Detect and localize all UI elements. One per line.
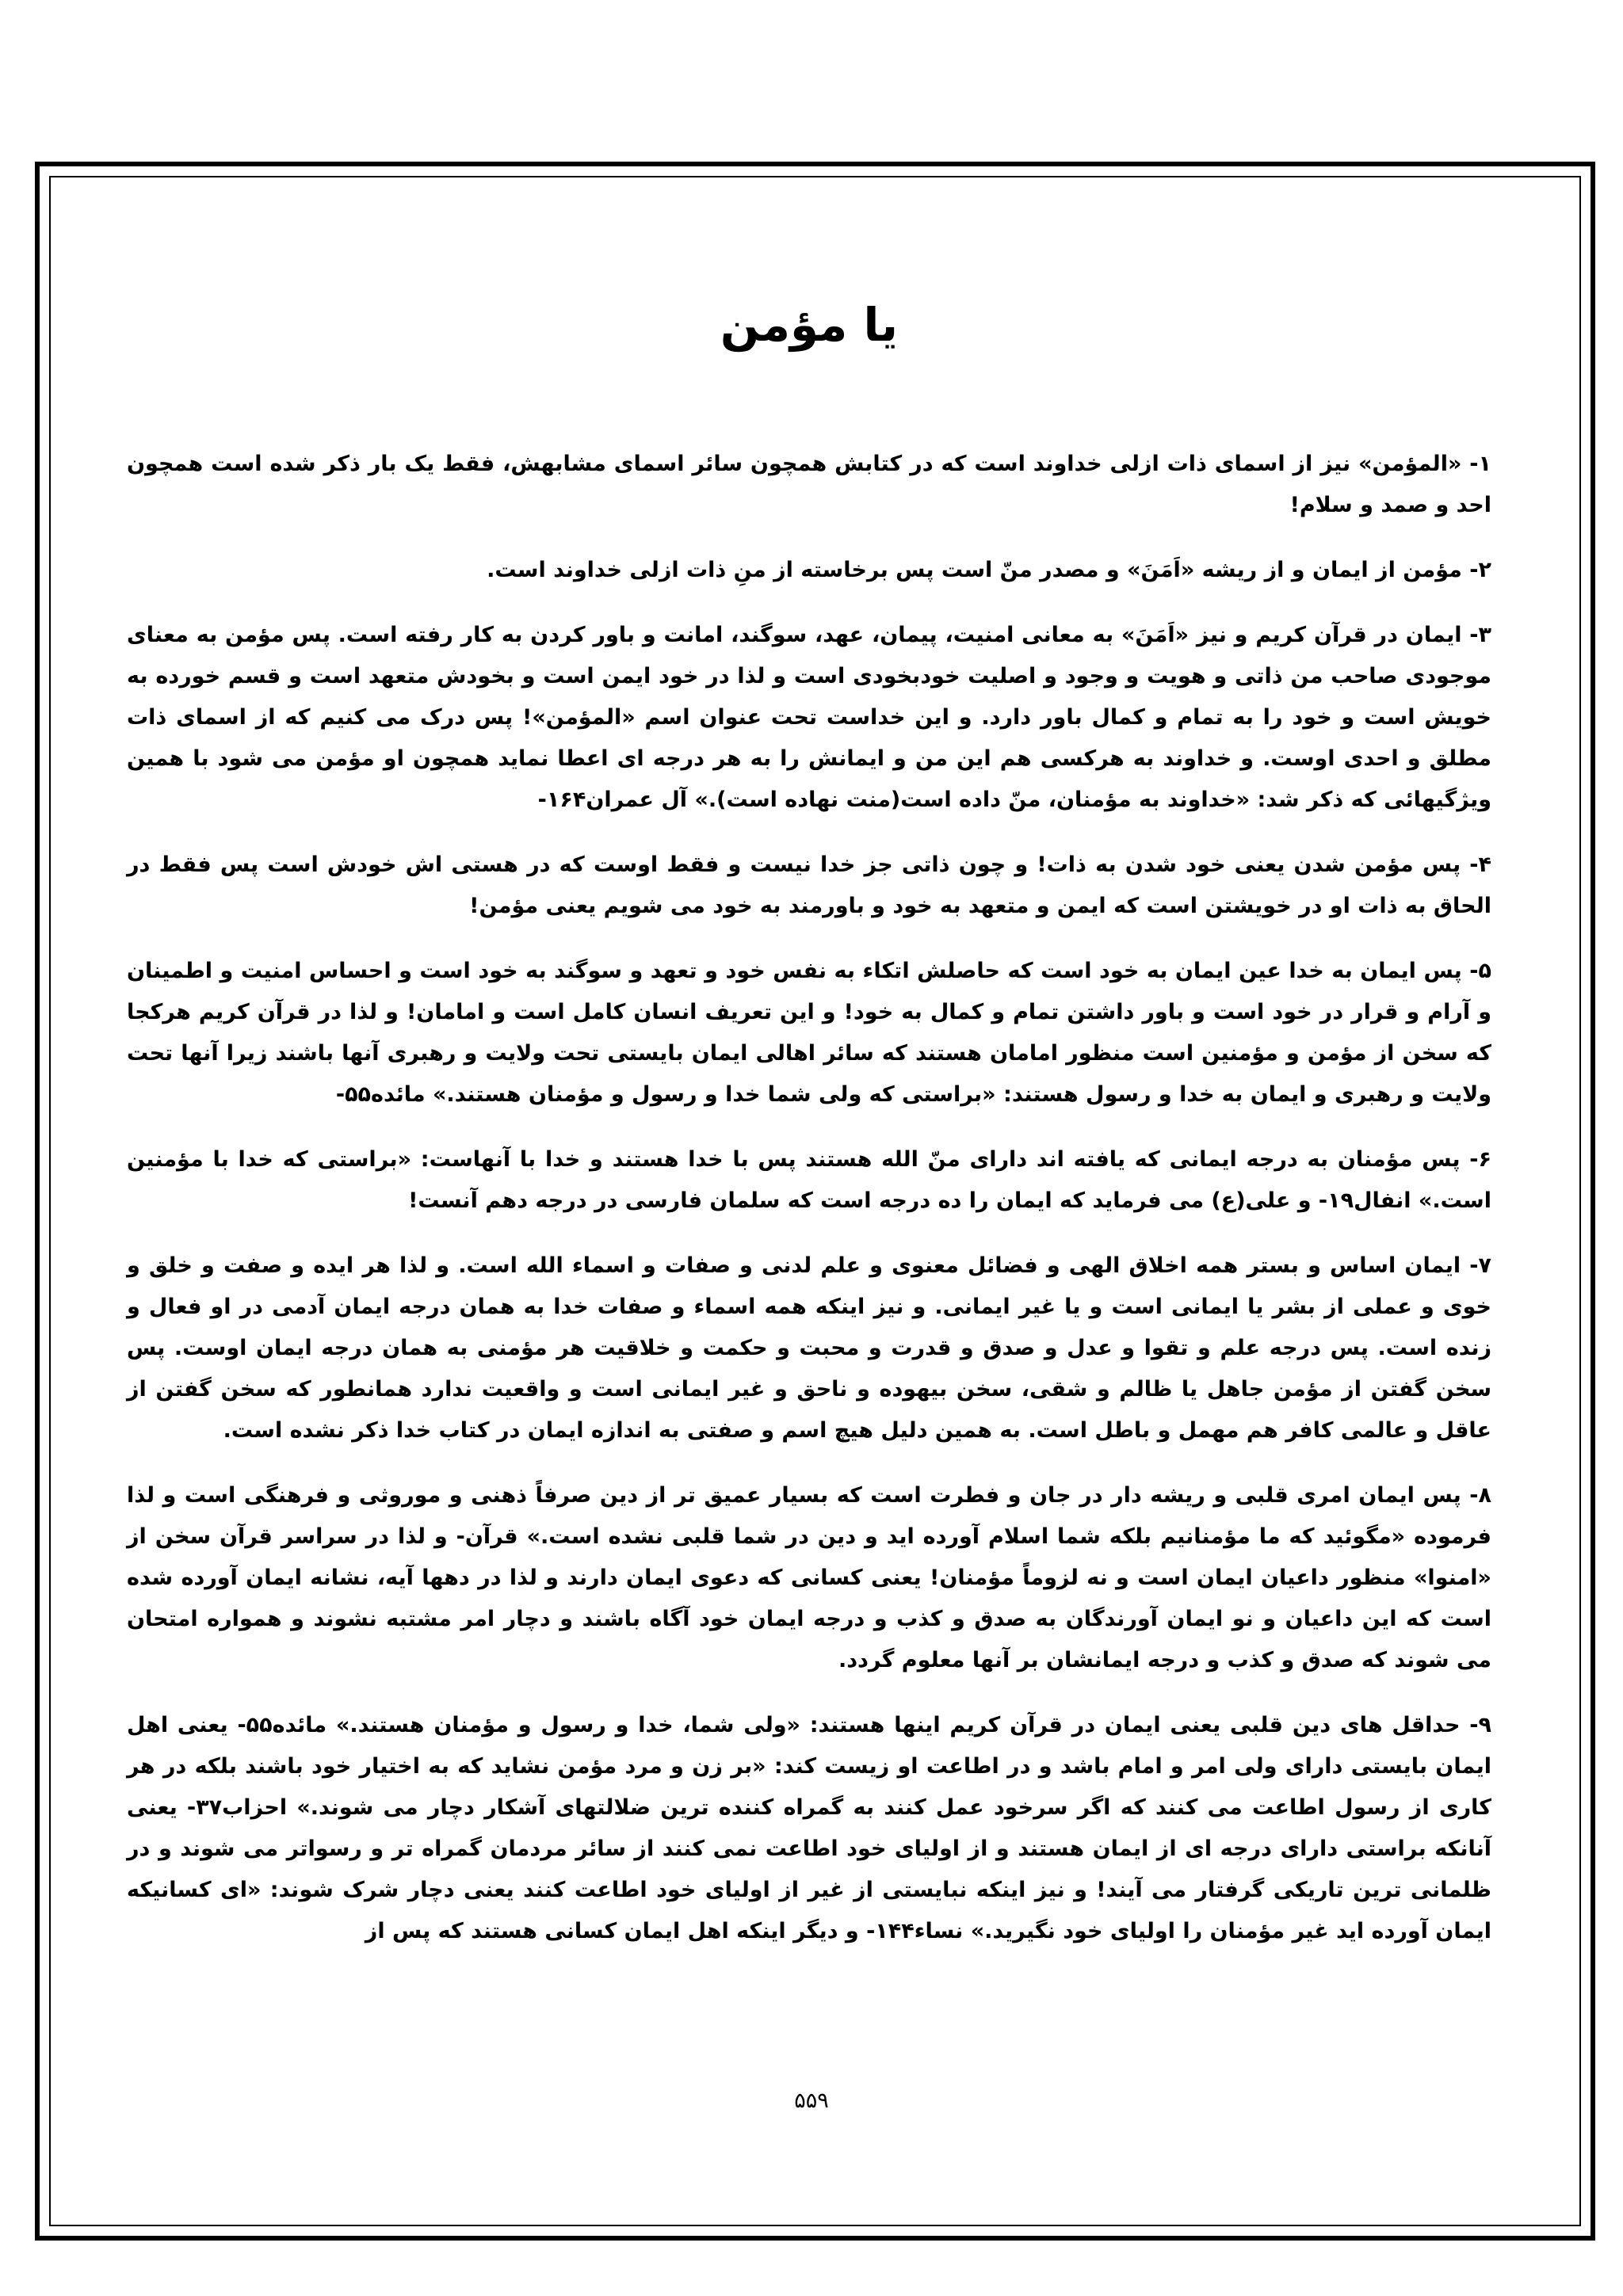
- paragraph-6: ۶- پس مؤمنان به درجه ایمانی که یافته اند دارای منّ الله هستند پس با خدا هستند و خدا با آنهاست: «براستی که خدا با مؤمنین است.» انفال۱۹- و علی(ع) می فرماید که ایمان را ده درجه است که سلمان فارسی در درجه دهم آنست!: [127, 1147, 1491, 1213]
- paragraph-5: ۵- پس ایمان به خدا عین ایمان به خود است که حاصلش اتکاء به نفس خود و تعهد و سوگند به خود است و احساس امنیت و اطمینان و آرام و قرار در خود است و باور داشتن تمام و کمال به خود! و این تعریف انسان کامل است و امامان! و لذا در قرآن کریم هرکجا که سخن از مؤمن و مؤمنین است منظور امامان هستند که سائر اهالی ایمان بایستی تحت ولایت و رهبری آنها باشند زیرا آنها تحت ولایت و رهبری و ایمان به خدا و رسول هستند: «براستی که ولی شما خدا و رسول و مؤمنان هستند.» مائده۵۵-: [127, 959, 1491, 1107]
- page-content: [127, 238, 1491, 1976]
- paragraph-8: ۸- پس ایمان امری قلبی و ریشه دار در جان و فطرت است که بسیار عمیق تر از دین صرفاً ذهنی و موروثی و فرهنگی است و لذا فرموده «مگوئید که ما مؤمنانیم بلکه شما اسلام آورده اید و دین در شما قلبی نشده است.» قرآن- و لذا در سراسر قرآن سخن از «امنوا» منظور داعیان ایمان است و نه لزوماً مؤمنان! یعنی کسانی که دعوی ایمان دارند و لذا در دهها آیه، نشانه ایمان آورده شده است که این داعیان و نو ایمان آورندگان به صدق و کذب و درجه ایمان خود آگاه باشند و دچار امر مشتبه نشوند و همواره امتحان می شوند که صدق و کذب و درجه ایمانشان بر آنها معلوم گردد.: [127, 1483, 1491, 1672]
- paragraph-3: ۳- ایمان در قرآن کریم و نیز «اَمَنَ» به معانی امنیت، پیمان، عهد، سوگند، امانت و باور کردن به کار رفته است. پس مؤمن به معنای موجودی صاحب من ذاتی و هویت و وجود و اصلیت خودبخودی است و لذا در خود ایمن است و بخودش متعهد است و قسم خورده به خویش است و خود را به تمام و کمال باور دارد. و این خداست تحت عنوان اسم «المؤمن»! پس درک می کنیم که از اسمای ذات مطلق و احدی اوست. و خداوند به هرکسی هم این من و ایمانش را به هر درجه ای اعطا نماید همچون او مؤمن می شود با همین ویژگیهائی که ذکر شد: «خداوند به مؤمنان، منّ داده است(منت نهاده است).» آل عمران۱۶۴-: [127, 623, 1491, 812]
- paragraph-2: ۲- مؤمن از ایمان و از ریشه «اَمَنَ» و مصدر منّ است پس برخاسته از منِ ذات ازلی خداوند است.: [487, 558, 1491, 582]
- page-number: ۵۵۹: [794, 2088, 829, 2113]
- paragraph-1: ۱- «المؤمن» نیز از اسمای ذات ازلی خداوند است که در کتابش همچون سائر اسمای مشابهش، فقط یک بار ذکر شده است همچون احد و صمد و سلام!: [127, 452, 1491, 517]
- paragraph-9: ۹- حداقل های دین قلبی یعنی ایمان در قرآن کریم اینها هستند: «ولی شما، خدا و رسول و مؤمنان هستند.» مائده۵۵- یعنی اهل ایمان بایستی دارای ولی امر و امام باشد و در اطاعت او زیست کند: «بر زن و مرد مؤمن نشاید که به اختیار خود باشند بلکه در هر کاری از رسول اطاعت می کنند که اگر سرخود عمل کنند به گمراه کننده ترین ضلالتهای آشکار دچار می شوند.» احزاب۳۷- یعنی آنانکه براستی دارای درجه ای از ایمان هستند و از اولیای خود اطاعت نمی کنند از سائر مردمان گمراه تر و رسواتر می شوند و در ظلمانی ترین تاریکی گرفتار می آیند! و نیز اینکه نبایستی از غیر از اولیای خود اطاعت کنند یعنی دچار شرک شوند: «ای کسانیکه ایمان آورده اید غیر مؤمنان را اولیای خود نگیرید.» نساء۱۴۴- و دیگر اینکه اهل ایمان کسانی هستند که پس از: [127, 1713, 1491, 1943]
- page-title: یا مؤمن: [720, 298, 899, 352]
- paragraph-7: ۷- ایمان اساس و بستر همه اخلاق الهی و فضائل معنوی و علم لدنی و صفات و اسماء الله است. و لذا هر ایده و صفت و خلق و خوی و عملی از بشر یا ایمانی است و یا غیر ایمانی. و نیز اینکه همه اسماء و صفات خدا به همان درجه ایمان آدمی در او فعال و زنده است. پس درجه علم و تقوا و عدل و صدق و قدرت و محبت و حکمت و خلاقیت هر مؤمنی به همان درجه ایمان اوست. پس سخن گفتن از مؤمن جاهل یا ظالم و شقی، سخن بیهوده و ناحق و غیر ایمانی است و واقعیت ندارد همانطور که سخن گفتن از عاقل و عالمی کافر هم مهمل و باطل است. به همین دلیل هیچ اسم و صفتی به اندازه ایمان در کتاب خدا ذکر نشده است.: [127, 1253, 1491, 1443]
- paragraph-4: ۴- پس مؤمن شدن یعنی خود شدن به ذات! و چون ذاتی جز خدا نیست و فقط اوست که در هستی اش خودش است پس فقط در الحاق به ذات او در خویشتن است که ایمن و متعهد به خود و باورمند به خود می شویم یعنی مؤمن!: [127, 852, 1491, 918]
